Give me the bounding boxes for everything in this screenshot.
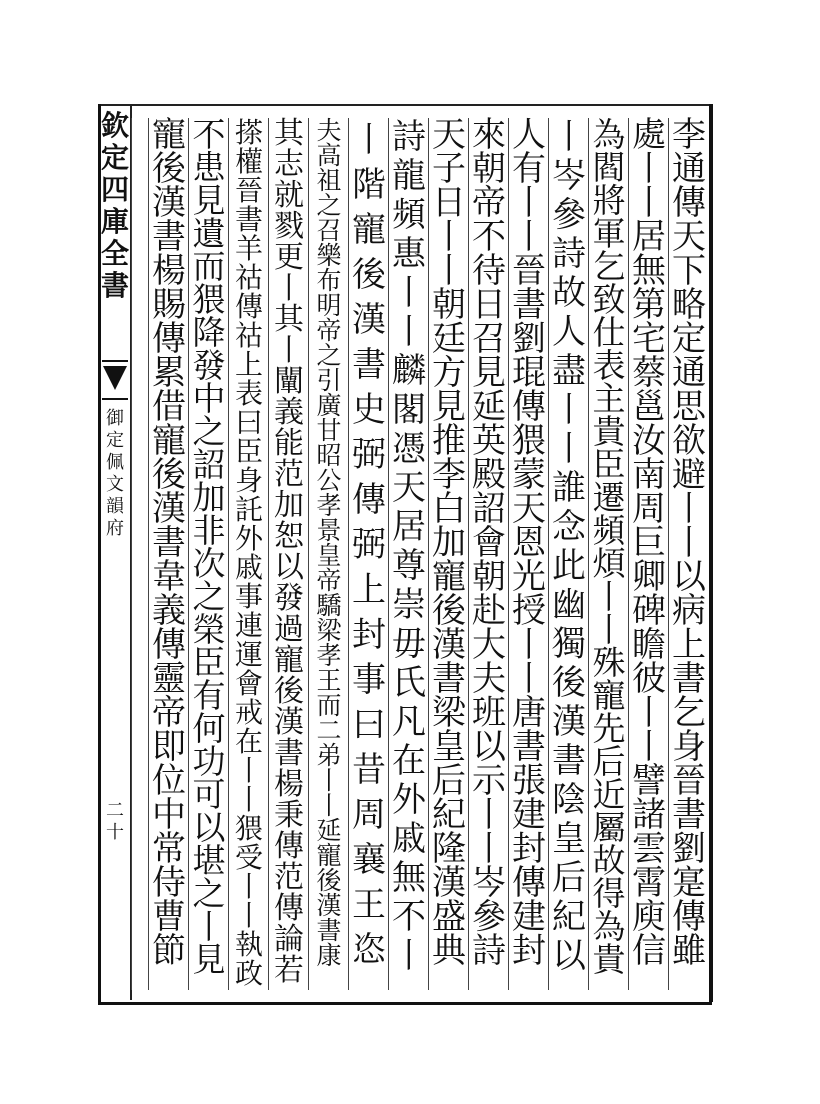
text-column-12: 搽權晉書羊祜傳祜上表曰臣身託外戚事連運會戒在丨丨猥受丨丨執政 bbox=[228, 118, 269, 990]
column-spacer bbox=[131, 118, 149, 990]
text-column-11: 其志就戮更丨其丨闡義能范加恕以發過寵後漢書楊秉傳范傳論若 bbox=[268, 118, 309, 990]
text-column-10: 夫高祖之召樂布明帝之引廣甘昭公孝景皇帝驕梁孝王而二弟丨丨延寵後漢書康 bbox=[308, 118, 349, 990]
frame-right-border bbox=[709, 104, 713, 1002]
text-column-1: 李通傳天下略定通思欲避丨丨以病上書乞身晉書劉寔傳雖 bbox=[668, 118, 709, 990]
spine-subtitle: 御定佩文韻府 bbox=[106, 408, 124, 539]
text-column-5: 人有丨丨晉書劉琨傳猥蒙天恩光授丨丨唐書張建封傳建封 bbox=[508, 118, 549, 990]
fish-tail-mark-icon bbox=[102, 360, 128, 400]
text-column-13: 不患見遺而猥降發中之詔加非次之榮臣有何功可以堪之丨見 bbox=[188, 118, 229, 990]
text-column-14: 寵後漢書楊賜傳累借寵後漢書韋義傳靈帝即位中常侍曹節 bbox=[148, 118, 189, 990]
text-column-9: 丨階寵後漢書史弼傳弼上封事曰昔周襄王恣 bbox=[348, 118, 389, 990]
text-column-8: 詩龍頻惠丨丨麟閣憑天居尊崇毋氏凡在外戚無不丨 bbox=[388, 118, 429, 990]
text-column-7: 天子日丨丨朝廷方見推李白加寵後漢書梁皇后紀隆漢盛典 bbox=[428, 118, 469, 990]
page-number: 二十 bbox=[106, 800, 124, 843]
text-column-2: 處丨丨居無第宅蔡邕汝南周巨卿碑瞻彼丨丨譬諸雲霄庾信 bbox=[628, 118, 669, 990]
text-column-6: 來朝帝不待日召見延英殿詔會朝赴大夫班以示丨丨岑參詩 bbox=[468, 118, 509, 990]
text-column-3: 為閻將軍乞致仕表主貴臣遷頻煩丨丨殊寵先后近屬故得為貴 bbox=[588, 118, 629, 990]
text-column-4: 丨岑參詩故人盡丨丨誰念此幽獨後漢書陰皇后紀以 bbox=[548, 118, 589, 990]
spine-title: 欽定四庫全書 bbox=[100, 109, 129, 302]
